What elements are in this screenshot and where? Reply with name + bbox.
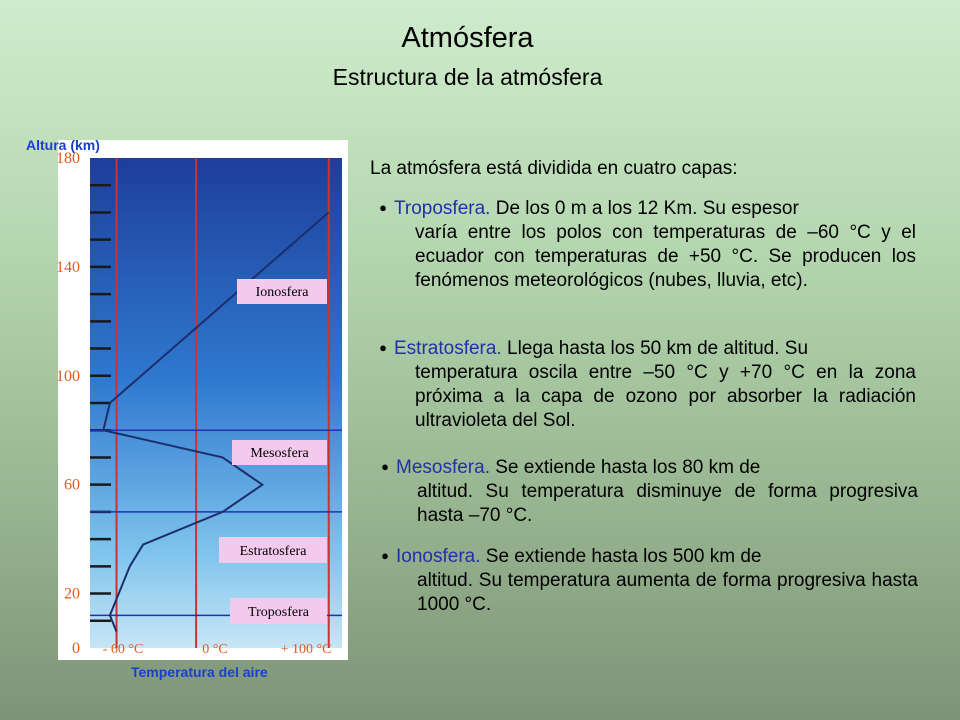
altitude-tick-label: 100	[56, 367, 80, 385]
description-line: De los 0 m a los 12 Km. Su espesor	[490, 198, 799, 219]
layer-label-text: Ionosfera	[255, 285, 309, 300]
layer-label-text: Troposfera	[248, 605, 309, 620]
temperature-tick-label: + 100 °C	[280, 642, 332, 657]
page-subtitle: Estructura de la atmósfera	[332, 64, 603, 90]
description-line: Se extiende hasta los 500 km de	[480, 546, 762, 567]
y-axis-title: Altura (km)	[26, 137, 100, 153]
description-line: Se extiende hasta los 80 km de	[489, 457, 761, 478]
altitude-tick-label: 140	[56, 258, 80, 276]
description-body: temperatura oscila entre –50 °C y +70 °C en la zona próxima a la capa de ozono por absorber la radiación ultravioleta del Sol.	[415, 362, 916, 431]
intro-text: La atmósfera está dividida en cuatro capas:	[370, 158, 738, 179]
layer-label-ionosfera	[237, 279, 327, 304]
altitude-tick-label: 180	[56, 150, 80, 167]
description-body: altitud. Su temperatura disminuye de forma progresiva hasta –70 °C.	[417, 481, 918, 526]
bullet-icon: ●	[381, 459, 389, 474]
temperature-tick-label: - 60 °C	[102, 642, 144, 657]
layer-name: Troposfera.	[394, 198, 491, 219]
description-body: altitud. Su temperatura aumenta de forma progresiva hasta 1000 °C.	[417, 570, 918, 615]
description-body: varía entre los polos con temperaturas de –60 °C y el ecuador con temperaturas de +50 °C. Se producen los fenómenos meteorológicos (nubes, lluvia, etc).	[415, 222, 916, 291]
altitude-tick-label: 0	[72, 640, 80, 657]
bullet-icon: ●	[379, 200, 387, 215]
x-axis-title: Temperatura del aire	[131, 664, 268, 680]
chart-plot-area	[90, 158, 342, 648]
layer-name: Mesosfera.	[396, 457, 490, 478]
altitude-tick-label: 60	[64, 476, 80, 494]
bullet-icon: ●	[381, 548, 389, 563]
page-title: Atmósfera	[401, 22, 534, 54]
layer-description-troposfera	[372, 196, 916, 293]
layer-label-estratosfera	[219, 537, 327, 563]
layer-description-estratosfera	[372, 336, 916, 433]
layer-description-ionosfera	[374, 544, 918, 617]
layer-name: Ionosfera.	[396, 546, 481, 567]
layer-label-mesosfera	[232, 440, 327, 465]
layer-label-text: Mesosfera	[250, 446, 309, 461]
layer-label-troposfera	[230, 598, 327, 624]
altitude-tick-label: 20	[64, 585, 80, 603]
layer-description-mesosfera	[374, 455, 918, 528]
layer-label-text: Estratosfera	[239, 544, 307, 559]
temperature-tick-label: 0 °C	[202, 642, 228, 657]
layer-name: Estratosfera.	[394, 338, 502, 359]
bullet-icon: ●	[379, 340, 387, 355]
description-line: Llega hasta los 50 km de altitud. Su	[501, 338, 809, 359]
